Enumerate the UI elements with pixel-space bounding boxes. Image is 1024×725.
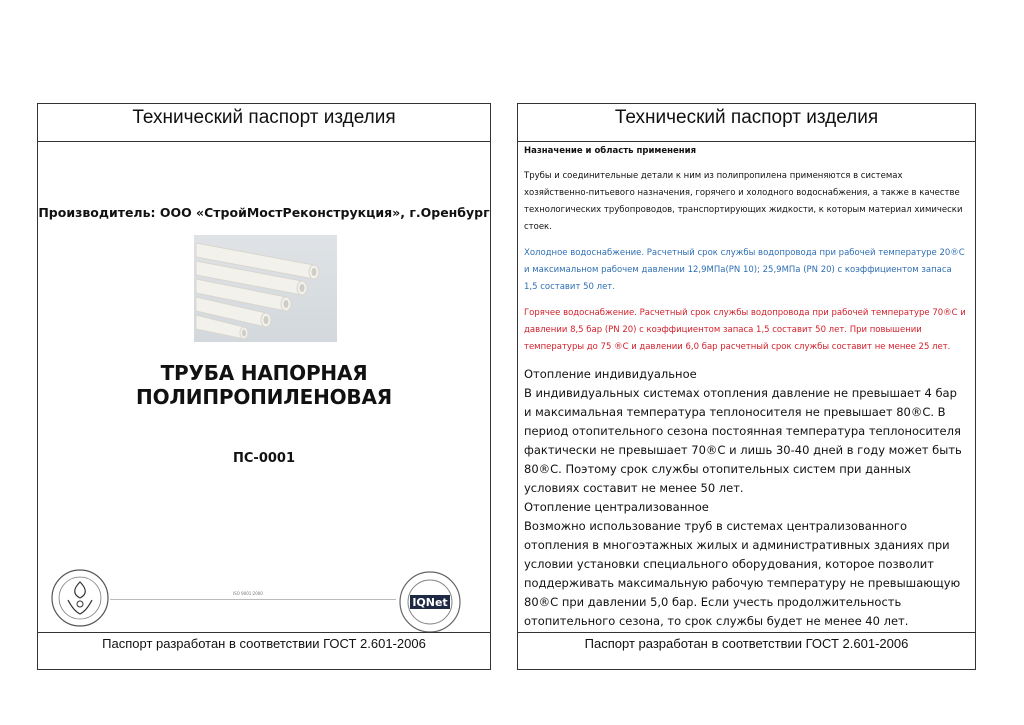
central-heating-heading: Отопление централизованное — [524, 500, 709, 514]
central-heating-paragraph: Возможно использование труб в системах централизованного отопления в многоэтажных жилых и административных зданиях при условии установки специального оборудования, которое позволит поддерживать максимальную рабочую температуру не превышающую 80®С при давлении 5,0 бар. Если учесть продолжительность отопительного сезона, то срок службы будет не менее 40 лет. — [524, 519, 961, 628]
hot-water-paragraph: Горячее водоснабжение. Расчетный срок службы водопровода при рабочей температуре 70®С и давлении 8,5 бар (PN 20) с коэффициентом запаса 1,5 составит 50 лет. При повышении температуры до 75 ®С и давлении 6,0 бар расчетный срок службы составит не менее 25 лет. — [524, 308, 966, 352]
right-page — [517, 103, 976, 670]
individual-heating-heading: Отопление индивидуальное — [524, 367, 697, 381]
svg-text:IQNet: IQNet — [412, 596, 448, 609]
certification-seal-icon — [50, 568, 110, 628]
left-page-header: Технический паспорт изделия — [38, 104, 490, 142]
left-page-footer: Паспорт разработан в соответствии ГОСТ 2.601-2006 — [38, 632, 490, 669]
general-paragraph: Трубы и соединительные детали к ним из полипропилена применяются в системах хозяйственно-питьевого назначения, горячего и холодного водоснабжения, а также в качестве технологических трубопроводов, транспортирующих жидкости, к которым материал химически стоек. — [524, 171, 963, 232]
right-page-header: Технический паспорт изделия — [518, 104, 975, 142]
product-title: ТРУБА НАПОРНАЯ ПОЛИПРОПИЛЕНОВАЯ — [136, 361, 392, 409]
certificate-divider — [110, 599, 396, 600]
iqnet-certification-logo — [398, 570, 462, 634]
product-code: ПС-0001 — [233, 451, 295, 466]
certificate-caption: ISO 9001:2000 — [233, 591, 263, 596]
individual-heating-paragraph: В индивидуальных системах отопления давление не превышает 4 бар и максимальная температура теплоносителя не превышает 80®С. В период отопительного сезона постоянная температура теплоносителя фактически не превышает 70®С и лишь 30-40 дней в году может быть 80®С. Поэтому срок службы отопительных систем при данных условиях составит не менее 50 лет. — [524, 386, 962, 495]
right-page-footer: Паспорт разработан в соответствии ГОСТ 2.601-2006 — [518, 632, 975, 669]
cold-water-paragraph: Холодное водоснабжение. Расчетный срок службы водопровода при рабочей температуре 20®С и максимальном рабочем давлении 12,9МПа(PN 10); 25,9МПа (PN 20) с коэффициентом запаса 1,5 составит 50 лет. — [524, 248, 965, 292]
pipe-photo — [194, 235, 337, 342]
left-page — [37, 103, 491, 670]
section-title: Назначение и область применения — [524, 146, 697, 156]
right-page-body — [524, 146, 967, 631]
manufacturer-line: Производитель: ООО «СтройМостРеконструкция», г.Оренбург — [38, 205, 490, 220]
